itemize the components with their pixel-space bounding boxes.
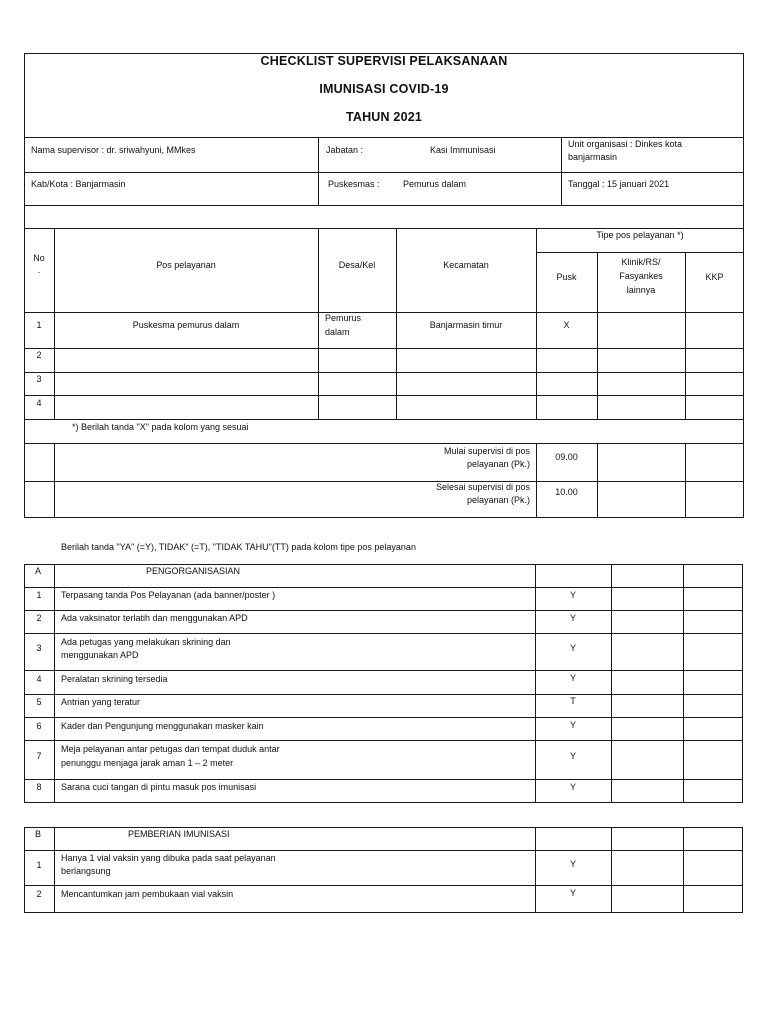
a-item-2-value: Y bbox=[569, 613, 576, 623]
puskesmas-label: Puskesmas : bbox=[328, 179, 380, 189]
a-item-3-text-line-2: menggunakan APD bbox=[61, 650, 139, 660]
pos-row-1-kecamatan: Banjarmasin timur bbox=[429, 320, 503, 330]
header-klinik-line-2: Fasyankes bbox=[619, 271, 663, 281]
jabatan-value: Kasi Immunisasi bbox=[430, 145, 496, 155]
a-item-3-text-line-1: Ada petugas yang melakukan skrining dan bbox=[61, 637, 231, 647]
b-item-1-text-line-1: Hanya 1 vial vaksin yang dibuka pada saat pelayanan bbox=[61, 853, 276, 863]
a-item-6-no: 6 bbox=[36, 721, 42, 731]
pos-row-2-no: 2 bbox=[36, 350, 42, 360]
b-item-2-no: 2 bbox=[36, 889, 42, 899]
document-title-line-3: TAHUN 2021 bbox=[345, 110, 423, 124]
unit-organisasi-line-1: Unit organisasi : Dinkes kota bbox=[568, 139, 683, 149]
unit-organisasi-line-2: banjarmasin bbox=[568, 152, 618, 162]
pos-row-3-no: 3 bbox=[36, 374, 42, 384]
jabatan-label: Jabatan : bbox=[326, 145, 364, 155]
a-item-7-no: 7 bbox=[36, 751, 42, 761]
a-item-2-no: 2 bbox=[36, 613, 42, 623]
b-item-2-text: Mencantumkan jam pembukaan vial vaksin bbox=[61, 889, 234, 899]
pos-row-4-no: 4 bbox=[36, 398, 42, 408]
a-item-8-value: Y bbox=[569, 782, 576, 792]
a-item-2-text: Ada vaksinator terlatih dan menggunakan APD bbox=[61, 613, 248, 623]
a-item-1-no: 1 bbox=[36, 590, 42, 600]
section-a-title: PENGORGANISASIAN bbox=[146, 566, 241, 576]
a-item-6-text: Kader dan Pengunjung menggunakan masker kain bbox=[61, 721, 264, 731]
header-kecamatan: Kecamatan bbox=[443, 260, 489, 270]
a-item-5-value: T bbox=[570, 696, 576, 706]
a-item-1-value: Y bbox=[569, 590, 576, 600]
b-item-2-value: Y bbox=[569, 888, 576, 898]
puskesmas-value: Pemurus dalam bbox=[403, 179, 467, 189]
a-item-4-value: Y bbox=[569, 673, 576, 683]
tanggal: Tanggal : 15 januari 2021 bbox=[568, 179, 670, 189]
b-item-1-text-line-2: berlangsung bbox=[61, 866, 111, 876]
header-klinik-line-3: lainnya bbox=[626, 285, 656, 295]
a-item-7-text-line-1: Meja pelayanan antar petugas dan tempat duduk antar bbox=[61, 744, 280, 754]
header-tipe-pos: Tipe pos pelayanan *) bbox=[596, 230, 684, 240]
selesai-label-line-2: pelayanan (Pk.) bbox=[466, 495, 530, 505]
instruction-text: Berilah tanda "YA" (=Y), TIDAK" (=T), "TIDAK TAHU"(TT) pada kolom tipe pos pelayanan bbox=[61, 542, 416, 552]
pos-row-1-no: 1 bbox=[36, 320, 42, 330]
selesai-label-line-1: Selesai supervisi di pos bbox=[435, 482, 530, 492]
pos-row-1-pusk: X bbox=[563, 320, 570, 330]
mulai-value: 09.00 bbox=[555, 452, 578, 462]
selesai-value: 10.00 bbox=[555, 487, 578, 497]
a-item-4-no: 4 bbox=[36, 674, 42, 684]
header-pusk: Pusk bbox=[556, 272, 577, 282]
pos-row-1-desa-line-2: dalam bbox=[325, 327, 350, 337]
pos-footnote: *) Berilah tanda "X" pada kolom yang sesuai bbox=[72, 422, 249, 432]
pos-row-1-desa-line-1: Pemurus bbox=[325, 313, 362, 323]
header-no-line-2: . bbox=[37, 265, 41, 275]
document-title-line-2: IMUNISASI COVID-19 bbox=[319, 82, 449, 96]
a-item-6-value: Y bbox=[569, 720, 576, 730]
a-item-8-text: Sarana cuci tangan di pintu masuk pos imunisasi bbox=[61, 782, 257, 792]
header-desa-kel: Desa/Kel bbox=[338, 260, 376, 270]
section-b-title: PEMBERIAN IMUNISASI bbox=[128, 829, 230, 839]
b-item-1-value: Y bbox=[569, 859, 576, 869]
section-b-letter: B bbox=[35, 829, 42, 839]
a-item-7-text-line-2: penunggu menjaga jarak aman 1 – 2 meter bbox=[61, 758, 234, 768]
mulai-label-line-2: pelayanan (Pk.) bbox=[466, 459, 530, 469]
a-item-7-value: Y bbox=[569, 751, 576, 761]
a-item-4-text: Peralatan skrining tersedia bbox=[61, 674, 168, 684]
a-item-5-no: 5 bbox=[36, 697, 42, 707]
header-no-line-1: No bbox=[33, 253, 45, 263]
pos-row-1-pos: Puskesma pemurus dalam bbox=[132, 320, 240, 330]
b-item-1-no: 1 bbox=[36, 860, 42, 870]
header-klinik-line-1: Klinik/RS/ bbox=[621, 257, 661, 267]
document-title-line-1: CHECKLIST SUPERVISI PELAKSANAAN bbox=[260, 54, 508, 68]
supervisor-name: Nama supervisor : dr. sriwahyuni, MMkes bbox=[31, 145, 196, 155]
kab-kota: Kab/Kota : Banjarmasin bbox=[31, 179, 126, 189]
a-item-1-text: Terpasang tanda Pos Pelayanan (ada banner/poster ) bbox=[61, 590, 276, 600]
a-item-5-text: Antrian yang teratur bbox=[61, 697, 141, 707]
a-item-3-no: 3 bbox=[36, 643, 42, 653]
a-item-8-no: 8 bbox=[36, 782, 42, 792]
mulai-label-line-1: Mulai supervisi di pos bbox=[443, 446, 530, 456]
header-pos-pelayanan: Pos pelayanan bbox=[156, 260, 216, 270]
section-a-letter: A bbox=[35, 566, 42, 576]
header-kkp: KKP bbox=[705, 272, 724, 282]
a-item-3-value: Y bbox=[569, 643, 576, 653]
